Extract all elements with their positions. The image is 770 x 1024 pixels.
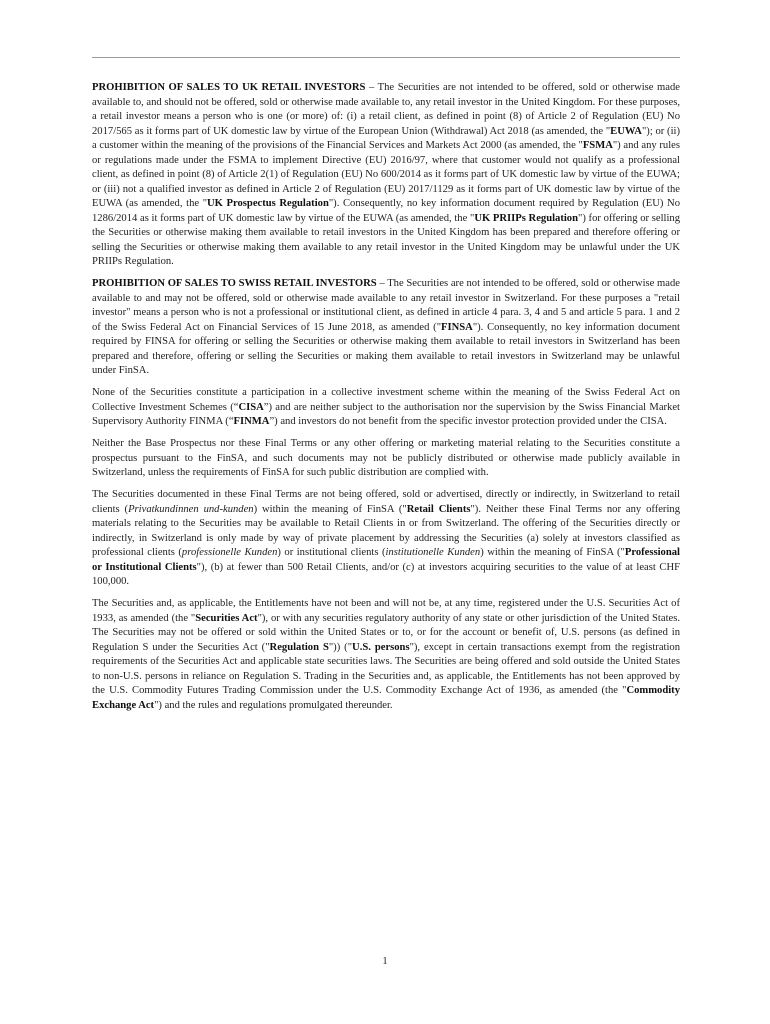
text-run: "), or with any securities regulatory authority of any state or other jurisdiction of the United States. The Securities may not be offered or sold within the United States or to, or for the account or benefit of, U.S. persons (as defined in Regulation S under the Securities Act (" [92, 612, 680, 653]
bold-term: PROHIBITION OF SALES TO SWISS RETAIL INVESTORS [92, 278, 377, 289]
header-rule [92, 57, 680, 58]
text-run: ") for offering or selling the Securities or otherwise making them available to retail investors in the United Kingdom has been prepared and therefore offering or selling the Securities or otherwise making them available to any retail investor in the United Kingdom may be unlawful under the UK PRIIPs Regulation. [92, 212, 680, 267]
bold-term: FSMA [582, 140, 613, 151]
text-run: "), except in certain transactions exempt from the registration requirements of the Securities Act and applicable state securities laws. The Securities are being offered and sold outside the United States to non-U.S. persons in reliance on Regulation S. Trading in the Securities and, as applicable, the Entitlements has not been approved by the U.S. Commodity Futures Trading Commission under the U.S. Commodity Exchange Act of 1936, as amended (the " [92, 641, 681, 696]
paragraph [92, 597, 680, 713]
text-run: Neither the Base Prospectus nor these Final Terms or any other offering or marketing material relating to the Securities constitute a prospectus pursuant to the FinSA, and such documents may not be publicly distributed or otherwise made publicly available in Switzerland, unless the requirements of FinSA for such public distribution are complied with. [92, 438, 680, 478]
bold-term: Securities Act [195, 612, 258, 624]
page-number: 1 [382, 956, 388, 967]
paragraph [92, 488, 680, 590]
text-run: ") and any rules or regulations made under the FSMA to implement Directive (EU) 2016/97, where that customer would not qualify as a professional client, as defined in point (8) of Article 2(1) of Regulation (EU) No 600/2014 as it forms part of UK domestic law by virtue of the EUWA; or (iii) not a qualified investor as defined in Article 2 of Regulation (EU) 2017/1129 as it forms part of UK domestic law by virtue of the EUWA (as amended, the " [92, 140, 680, 209]
bold-term: Retail Clients [406, 503, 471, 515]
bold-term: Commodity Exchange Act [92, 685, 680, 711]
text-run: ”) and are neither subject to the authorisation nor the supervision by the Swiss Financial Market Supervisory Authority FINMA (“ [92, 401, 680, 427]
text-run: ")) (" [328, 641, 353, 653]
bold-term: UK Prospectus Regulation [207, 198, 329, 209]
text-run: "). Consequently, no key information document required by Regulation (EU) No 1286/2014 as it forms part of UK domestic law by virtue of the EUWA (as amended, the " [92, 198, 680, 224]
paragraph [92, 386, 680, 430]
bold-term: FINSA [441, 321, 473, 333]
bold-term: CISA [238, 401, 264, 413]
paragraph [92, 437, 680, 481]
bold-term: UK PRIIPs Regulation [474, 212, 578, 224]
text-run: – The Securities are not intended to be offered, sold or otherwise made available to, and should not be offered, sold or otherwise made available to, any retail investor in the United Kingdom. For these purposes, a retail investor means a person who is one (or more) of: (i) a retail client, as defined in point (8) of Article 2 of Regulation (EU) No 2017/565 as it forms part of UK domestic law by virtue of the European Union (Withdrawal) Act 2018 (as amended, the " [92, 82, 680, 137]
bold-term: EUWA [610, 125, 642, 137]
bold-term: FINMA [233, 416, 270, 427]
text-run: ) or institutional clients ( [277, 547, 386, 558]
text-run: ”) and investors do not benefit from the specific investor protection provided under the CISA. [269, 416, 667, 427]
bold-term: U.S. persons [352, 641, 410, 653]
text-run: ) within the meaning of FinSA (" [480, 547, 625, 558]
text-run: The Securities documented in these Final Terms are not being offered, sold or advertised, directly or indirectly, in Switzerland to retail clients ( [92, 489, 680, 515]
text-run: "). Neither these Final Terms nor any offering materials relating to the Securities may be available to Retail Clients in or from Switzerland. The offering of the Securities directly or indirectly, in Switzerland is only made by way of private placement by addressing the Securities (a) solely at investors classified as professional clients ( [92, 503, 680, 558]
italic-term: professionelle Kunden [181, 547, 278, 558]
paragraph [92, 277, 680, 379]
italic-term: Privatkundinnen und-kunden [128, 503, 254, 515]
text-run: ) within the meaning of FinSA (" [253, 503, 407, 515]
text-run: "); or (ii) a customer within the meaning of the provisions of the Financial Services and Markets Act 2000 (as amended, the " [92, 125, 680, 151]
bold-term: Professional or Institutional Clients [92, 547, 680, 573]
text-run: – The Securities are not intended to be offered, sold or otherwise made available to and may not be offered, sold or otherwise made available to any retail investor in Switzerland. For these purposes a "retail investor" means a person who is not a professional or institutional client, as defined in article 4 para. 3, 4 and 5 and article 5 para. 1 and 2 of the Swiss Federal Act on Financial Services of 15 June 2018, as amended (" [92, 278, 680, 333]
text-run: "), (b) at fewer than 500 Retail Clients, and/or (c) at investors acquiring securities to the value of at least CHF 100,000. [92, 561, 680, 587]
text-run: ") and the rules and regulations promulgated thereunder. [154, 699, 393, 711]
bold-term: PROHIBITION OF SALES TO UK RETAIL INVESTORS [92, 82, 366, 93]
paragraph [92, 81, 680, 270]
bold-term: Regulation S [269, 641, 329, 653]
italic-term: institutionelle Kunden [385, 547, 481, 558]
text-run: "). Consequently, no key information document required by FINSA for offering or selling the Securities or otherwise making them available to retail investors in Switzerland has been prepared and therefore, offering or selling the Securities or making them available to retail investors in Switzerland may be unlawful under FinSA. [92, 321, 680, 376]
text-run: None of the Securities constitute a participation in a collective investment scheme within the meaning of the Swiss Federal Act on Collective Investment Schemes (“ [92, 387, 680, 413]
document-body [92, 81, 680, 721]
text-run: The Securities and, as applicable, the Entitlements have not been and will not be, at any time, registered under the U.S. Securities Act of 1933, as amended (the " [92, 598, 680, 624]
